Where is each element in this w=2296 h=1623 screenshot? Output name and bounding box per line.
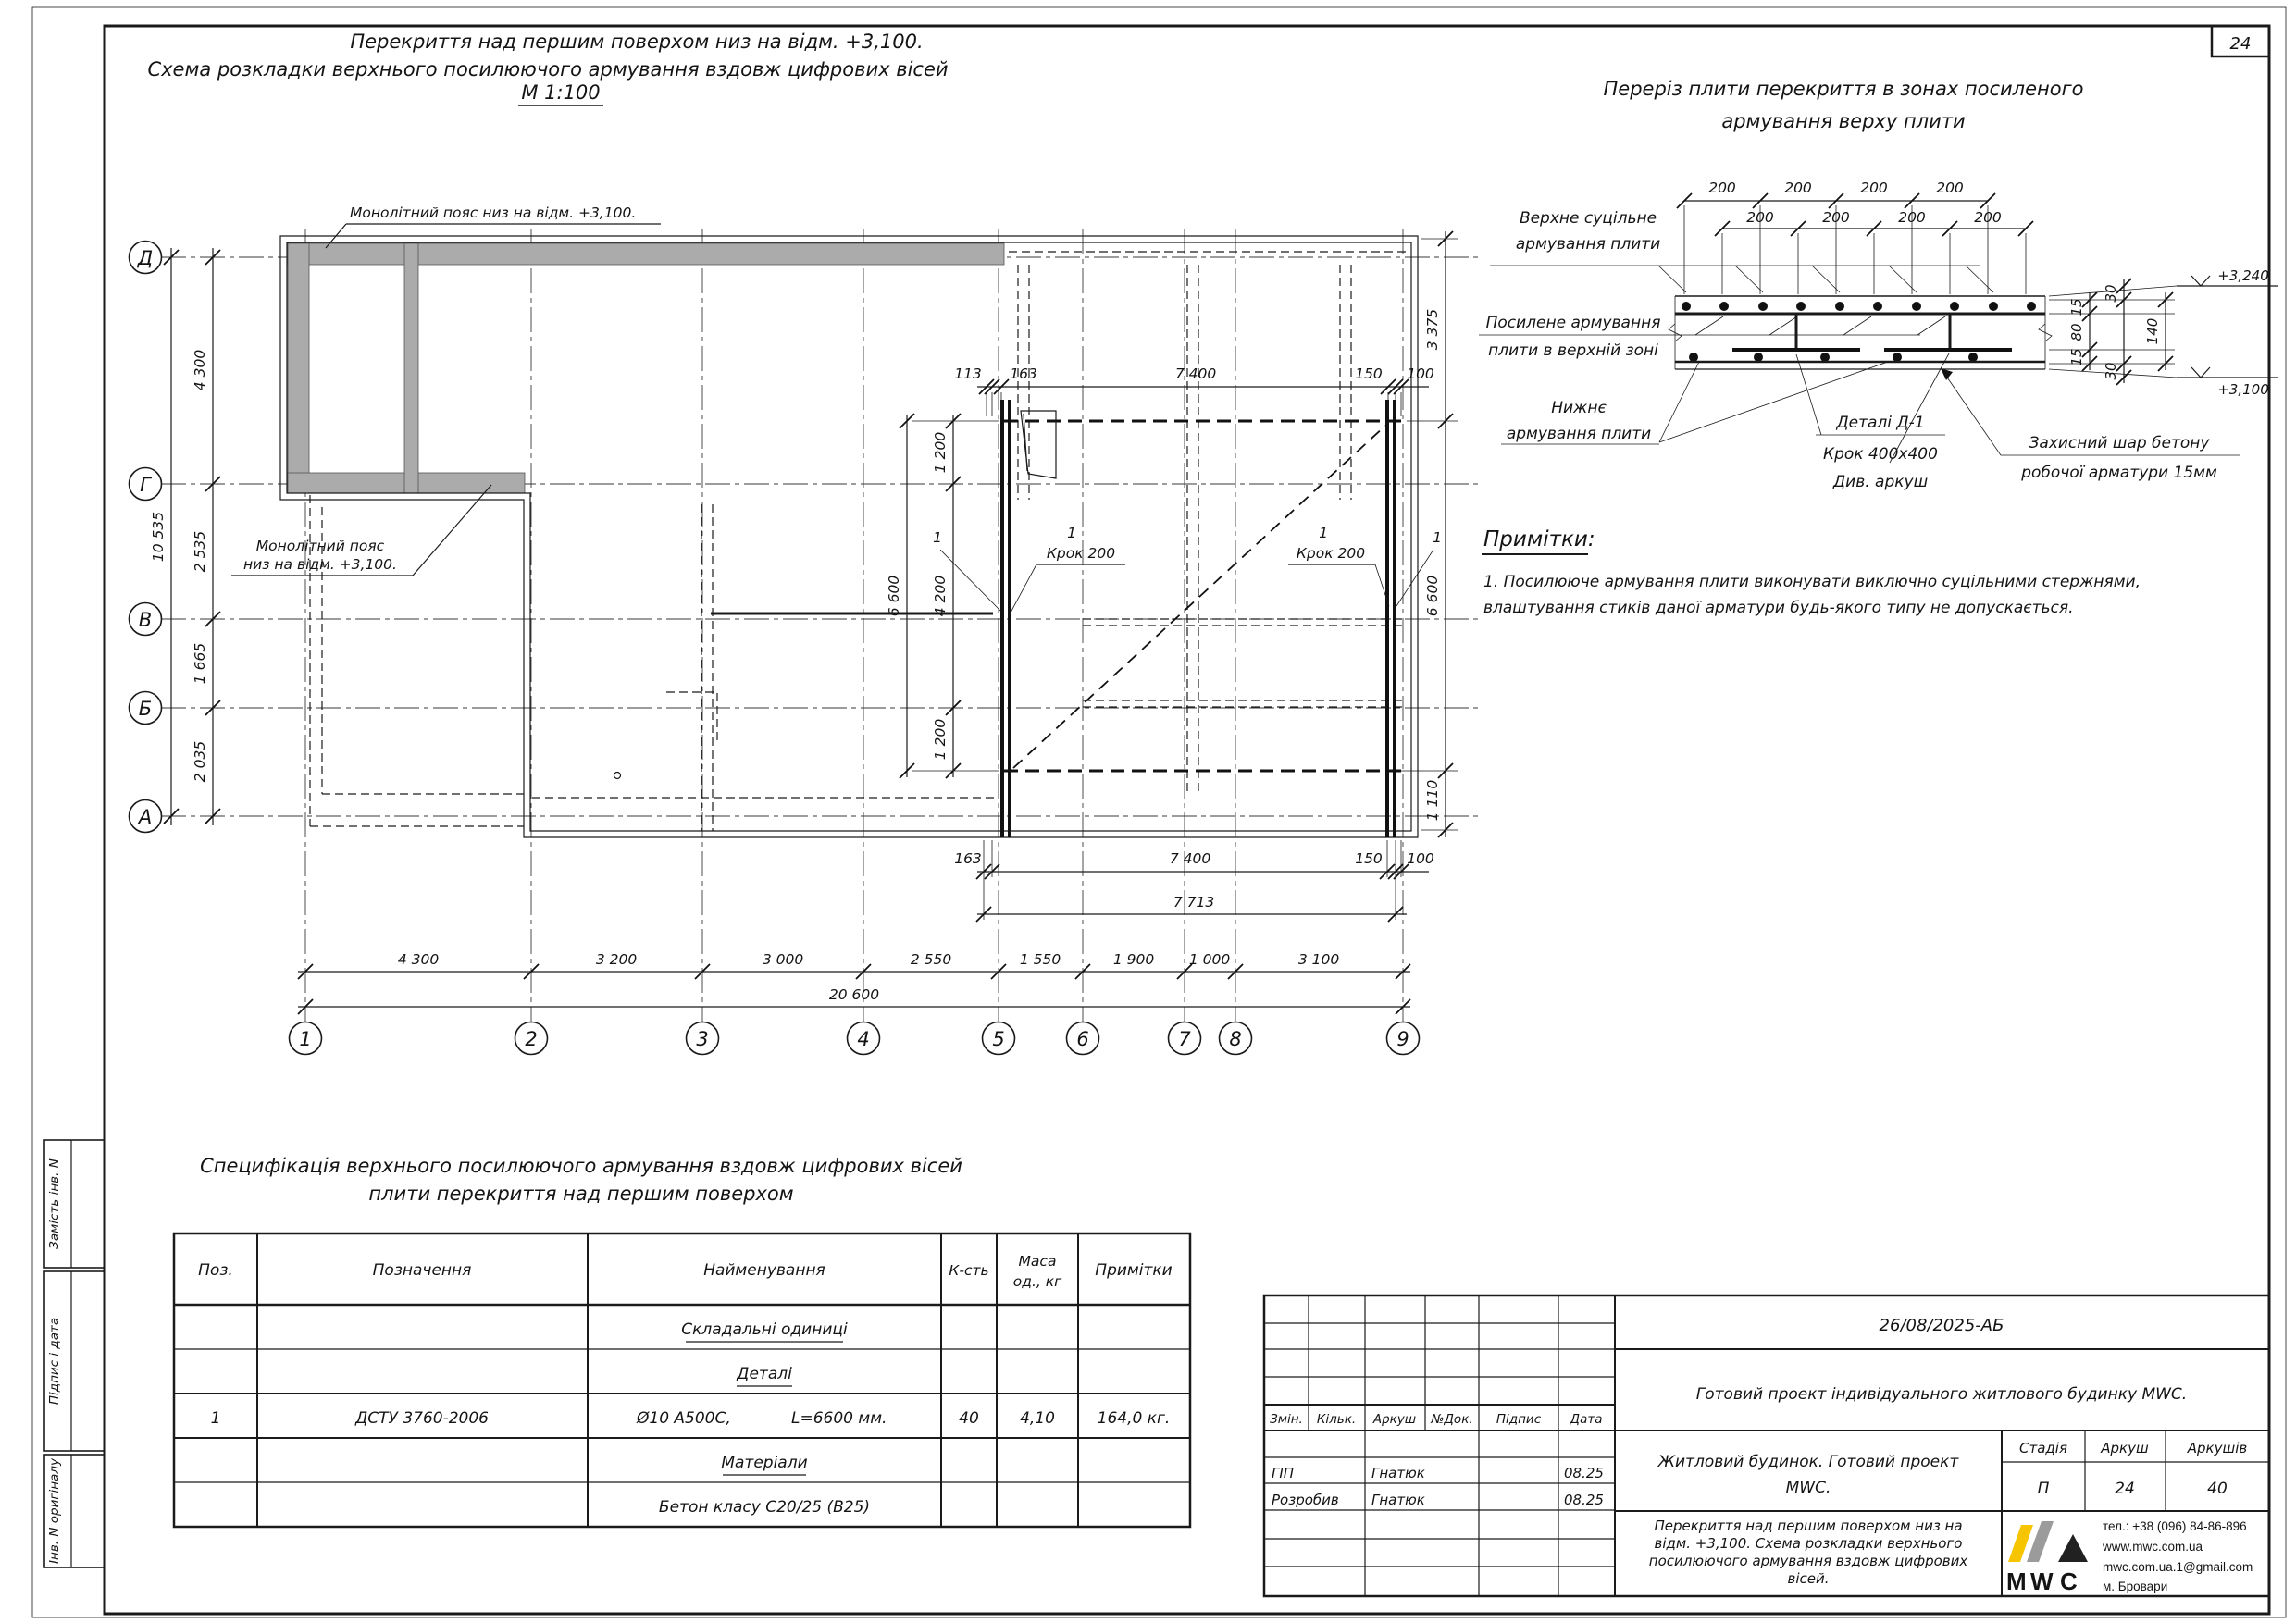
label-top-reinf-2: армування плити bbox=[1515, 235, 1661, 254]
position-marker: 1 bbox=[1067, 525, 1076, 541]
spec-group-details: Деталі bbox=[737, 1365, 792, 1383]
section-title-line1: Переріз плити перекриття в зонах посиленого bbox=[1603, 78, 2084, 100]
dim: 15 bbox=[2068, 298, 2085, 316]
title-block bbox=[1264, 1295, 2269, 1596]
notes-header: Примітки: bbox=[1483, 527, 1595, 551]
dim: 4 300 bbox=[192, 349, 208, 391]
strip-label-3: Інв. N оригіналу bbox=[47, 1458, 62, 1564]
elevation-bottom: +3,100 bbox=[2217, 381, 2269, 398]
label-strong-1: Посилене армування bbox=[1485, 314, 1661, 332]
spec-row2-name: Бетон класу С20/25 (В25) bbox=[658, 1498, 871, 1517]
dim: 163 bbox=[1010, 365, 1037, 382]
dim: 1 200 bbox=[932, 431, 949, 474]
tb-sheet: 24 bbox=[2115, 1480, 2135, 1498]
dim: 200 bbox=[1746, 209, 1774, 226]
belt-label-left-1: Монолітний пояс bbox=[255, 538, 385, 554]
dim: 150 bbox=[1355, 365, 1383, 382]
spec-row1-note: 164,0 кг. bbox=[1097, 1409, 1171, 1428]
tb-desc-line2: відм. +3,100. Схема розкладки верхнього bbox=[1654, 1535, 1963, 1552]
monolithic-belt bbox=[288, 243, 1004, 493]
axis-number: 5 bbox=[992, 1028, 1005, 1050]
side-strip bbox=[44, 1140, 105, 1567]
dim: 200 bbox=[1708, 180, 1736, 196]
dim: 4 200 bbox=[932, 575, 949, 617]
notes-line1: 1. Посилююче армування плити виконувати виключно суцільними стержнями, bbox=[1483, 573, 2141, 591]
tb-date: 08.25 bbox=[1564, 1465, 1604, 1481]
axis-letter: В bbox=[138, 609, 153, 631]
plan-dimensions bbox=[150, 231, 1458, 1014]
dim: 2 035 bbox=[192, 740, 208, 783]
tb-desc-line3: посилюючого армування вздовж цифрових bbox=[1648, 1553, 1968, 1569]
dim: 200 bbox=[1936, 180, 1964, 196]
contact-web: www.mwc.com.ua bbox=[2103, 1540, 2203, 1554]
axis-number: 9 bbox=[1396, 1028, 1409, 1050]
strip-label-2: Підпис і дата bbox=[47, 1317, 62, 1406]
spec-row1-designation: ДСТУ 3760-2006 bbox=[355, 1409, 489, 1428]
dim: 200 bbox=[1898, 209, 1926, 226]
axis-letter: А bbox=[138, 806, 153, 828]
position-marker: 1 bbox=[1319, 525, 1328, 541]
dim: 1 110 bbox=[1424, 779, 1441, 822]
dim: 1 550 bbox=[1019, 951, 1061, 968]
logo-letter-m: M bbox=[2006, 1567, 2027, 1595]
tb-role-gip: ГІП bbox=[1272, 1465, 1295, 1481]
belt-label-left-2: низ на відм. +3,100. bbox=[243, 556, 397, 573]
spec-row1-mass: 4,10 bbox=[1020, 1409, 1055, 1428]
dim: 200 bbox=[1784, 180, 1812, 196]
spec-col-note: Примітки bbox=[1095, 1261, 1173, 1280]
dim: 2 550 bbox=[910, 951, 952, 968]
plan-building bbox=[280, 236, 1418, 837]
label-detail-1: Деталі Д-1 bbox=[1836, 414, 1925, 432]
spec-col-designation: Позначення bbox=[372, 1261, 472, 1280]
dim: 4 300 bbox=[397, 951, 440, 968]
axis-letter: Б bbox=[138, 698, 153, 720]
contact-city: м. Бровари bbox=[2103, 1580, 2168, 1593]
dim: 3 375 bbox=[1424, 308, 1441, 351]
contact-phone: тел.: +38 (096) 84-86-896 bbox=[2103, 1519, 2247, 1533]
axis-number: 8 bbox=[1229, 1028, 1242, 1050]
dim: 3 200 bbox=[595, 951, 638, 968]
axis-number: 3 bbox=[696, 1028, 709, 1050]
spec-title-line2: плити перекриття над першим поверхом bbox=[368, 1183, 794, 1205]
notes bbox=[1482, 527, 2141, 617]
section-view bbox=[1479, 78, 2278, 491]
dim: 3 000 bbox=[762, 951, 804, 968]
plan-title bbox=[147, 31, 948, 105]
tb-stage-header: Стадія bbox=[2019, 1440, 2067, 1456]
axis-number: 1 bbox=[299, 1028, 312, 1050]
dim-total: 10 535 bbox=[150, 511, 167, 563]
tb-object-line2: MWC. bbox=[1785, 1479, 1831, 1497]
slab-section bbox=[1669, 296, 2052, 369]
label-cover-1: Захисний шар бетону bbox=[2029, 434, 2210, 452]
axis-number: 7 bbox=[1178, 1028, 1191, 1050]
dim: 200 bbox=[1974, 209, 2002, 226]
plan-axis-grid bbox=[130, 229, 1482, 1055]
tb-col-data: Дата bbox=[1570, 1412, 1603, 1427]
dim: 80 bbox=[2068, 323, 2085, 341]
spec-table bbox=[174, 1155, 1190, 1527]
section-title-line2: армування верху плити bbox=[1721, 110, 1966, 132]
tb-sheet-header: Аркуш bbox=[2101, 1440, 2149, 1456]
plan-title-line1: Перекриття над першим поверхом низ на відм. +3,100. bbox=[350, 31, 924, 53]
axis-number: 6 bbox=[1076, 1028, 1089, 1050]
dim: 30 bbox=[2103, 284, 2119, 303]
dim: 163 bbox=[954, 850, 982, 867]
label-bottom-1: Нижнє bbox=[1551, 399, 1607, 417]
label-top-reinf-1: Верхне суцільне bbox=[1519, 209, 1657, 228]
label-cover-2: робочої арматури 15мм bbox=[2021, 464, 2217, 482]
label-strong-2: плити в верхній зоні bbox=[1488, 341, 1658, 360]
dim: 15 bbox=[2068, 348, 2085, 366]
notes-line2: влаштування стиків даної арматури будь-якого типу не допускається. bbox=[1483, 599, 2074, 617]
dim-total: 20 600 bbox=[828, 986, 880, 1003]
spec-col-name: Найменування bbox=[703, 1261, 825, 1280]
dim: 1 200 bbox=[932, 718, 949, 761]
step-label: Крок 200 bbox=[1046, 545, 1116, 562]
position-marker: 1 bbox=[933, 529, 942, 546]
logo-chevron-black bbox=[2058, 1534, 2088, 1562]
tb-col-ndok: №Док. bbox=[1431, 1412, 1473, 1427]
contact-email: mwc.com.ua.1@gmail.com bbox=[2103, 1560, 2253, 1574]
dim: 3 100 bbox=[1297, 951, 1340, 968]
tb-role-rozrobyv: Розробив bbox=[1272, 1492, 1339, 1508]
label-detail-3: Див. аркуш bbox=[1832, 473, 1929, 491]
spec-row1-pos: 1 bbox=[210, 1409, 221, 1428]
tb-sheets-header: Аркушів bbox=[2187, 1440, 2248, 1456]
plan-title-line2: Схема розкладки верхнього посилюючого армування вздовж цифрових вісей bbox=[147, 58, 949, 81]
spec-col-pos: Поз. bbox=[198, 1261, 233, 1280]
axis-number: 2 bbox=[525, 1028, 538, 1050]
tb-name: Гнатюк bbox=[1371, 1492, 1425, 1508]
spec-group-materials: Матеріали bbox=[721, 1454, 808, 1472]
axis-number: 4 bbox=[857, 1028, 870, 1050]
belt-label-top: Монолітний пояс низ на відм. +3,100. bbox=[350, 204, 637, 221]
strip-label-1: Замість інв. N bbox=[47, 1158, 62, 1249]
label-bottom-2: армування плити bbox=[1506, 425, 1652, 443]
plan-scale: М 1:100 bbox=[521, 81, 601, 104]
position-marker: 1 bbox=[1433, 529, 1442, 546]
mwc-logo bbox=[2006, 1521, 2088, 1595]
spec-col-mass-2: од., кг bbox=[1012, 1273, 1062, 1290]
tb-date: 08.25 bbox=[1564, 1492, 1604, 1508]
tb-desc-line1: Перекриття над першим поверхом низ на bbox=[1654, 1518, 1963, 1534]
dim: 140 bbox=[2144, 317, 2161, 345]
dim: 1 000 bbox=[1188, 951, 1231, 968]
dim: 6 600 bbox=[1424, 575, 1441, 617]
hidden-lines bbox=[310, 252, 1409, 831]
tb-desc-line4: вісей. bbox=[1787, 1570, 1830, 1587]
dim: 7 400 bbox=[1174, 365, 1217, 382]
tb-project: Готовий проект індивідуального житлового будинку MWC. bbox=[1695, 1385, 2188, 1404]
step-label: Крок 200 bbox=[1296, 545, 1366, 562]
dim: 100 bbox=[1407, 365, 1434, 382]
contacts bbox=[2102, 1519, 2253, 1593]
dim: 150 bbox=[1355, 850, 1383, 867]
dim: 7 400 bbox=[1169, 850, 1211, 867]
spec-title-line1: Специфікація верхнього посилюючого армування вздовж цифрових вісей bbox=[200, 1155, 962, 1177]
dim: 1 900 bbox=[1112, 951, 1155, 968]
dim-total: 6 600 bbox=[886, 575, 902, 617]
tb-col-arkush: Аркуш bbox=[1372, 1412, 1417, 1427]
tb-col-zmin: Змін. bbox=[1270, 1412, 1303, 1427]
dim: 200 bbox=[1860, 180, 1888, 196]
tb-col-kilk: Кільк. bbox=[1316, 1412, 1357, 1427]
spec-row1-qty: 40 bbox=[959, 1409, 979, 1428]
tb-object-line1: Житловий будинок. Готовий проект bbox=[1657, 1453, 1959, 1471]
dim: 200 bbox=[1822, 209, 1850, 226]
axis-letter: Д bbox=[137, 247, 154, 269]
page-number: 24 bbox=[2229, 34, 2252, 54]
tb-doc-code: 26/08/2025-АБ bbox=[1879, 1316, 2004, 1335]
spec-row1-name-a: Ø10 А500С, bbox=[637, 1409, 731, 1428]
tb-sheets: 40 bbox=[2207, 1480, 2228, 1498]
logo-letter-w: W bbox=[2030, 1567, 2054, 1595]
tb-col-pidpys: Підпис bbox=[1496, 1412, 1542, 1427]
spec-group-units: Складальні одиниці bbox=[681, 1320, 848, 1339]
tb-stage: П bbox=[2037, 1480, 2050, 1498]
elevation-top: +3,240 bbox=[2217, 267, 2269, 284]
axis-number-bubbles bbox=[290, 1022, 1420, 1055]
axis-letter: Г bbox=[140, 474, 151, 496]
tb-name: Гнатюк bbox=[1371, 1465, 1425, 1481]
spec-col-mass-1: Маса bbox=[1018, 1253, 1057, 1270]
dim: 30 bbox=[2103, 362, 2119, 380]
dim: 1 665 bbox=[192, 642, 208, 685]
spec-col-qty: К-сть bbox=[949, 1262, 989, 1279]
logo-letter-c: C bbox=[2060, 1567, 2078, 1595]
dim: 2 535 bbox=[192, 530, 208, 573]
dim: 100 bbox=[1407, 850, 1434, 867]
spec-row1-name-b: L=6600 мм. bbox=[791, 1409, 887, 1428]
dim: 113 bbox=[954, 365, 982, 382]
dim-subtotal: 7 713 bbox=[1173, 894, 1215, 911]
label-detail-2: Крок 400х400 bbox=[1823, 445, 1938, 464]
